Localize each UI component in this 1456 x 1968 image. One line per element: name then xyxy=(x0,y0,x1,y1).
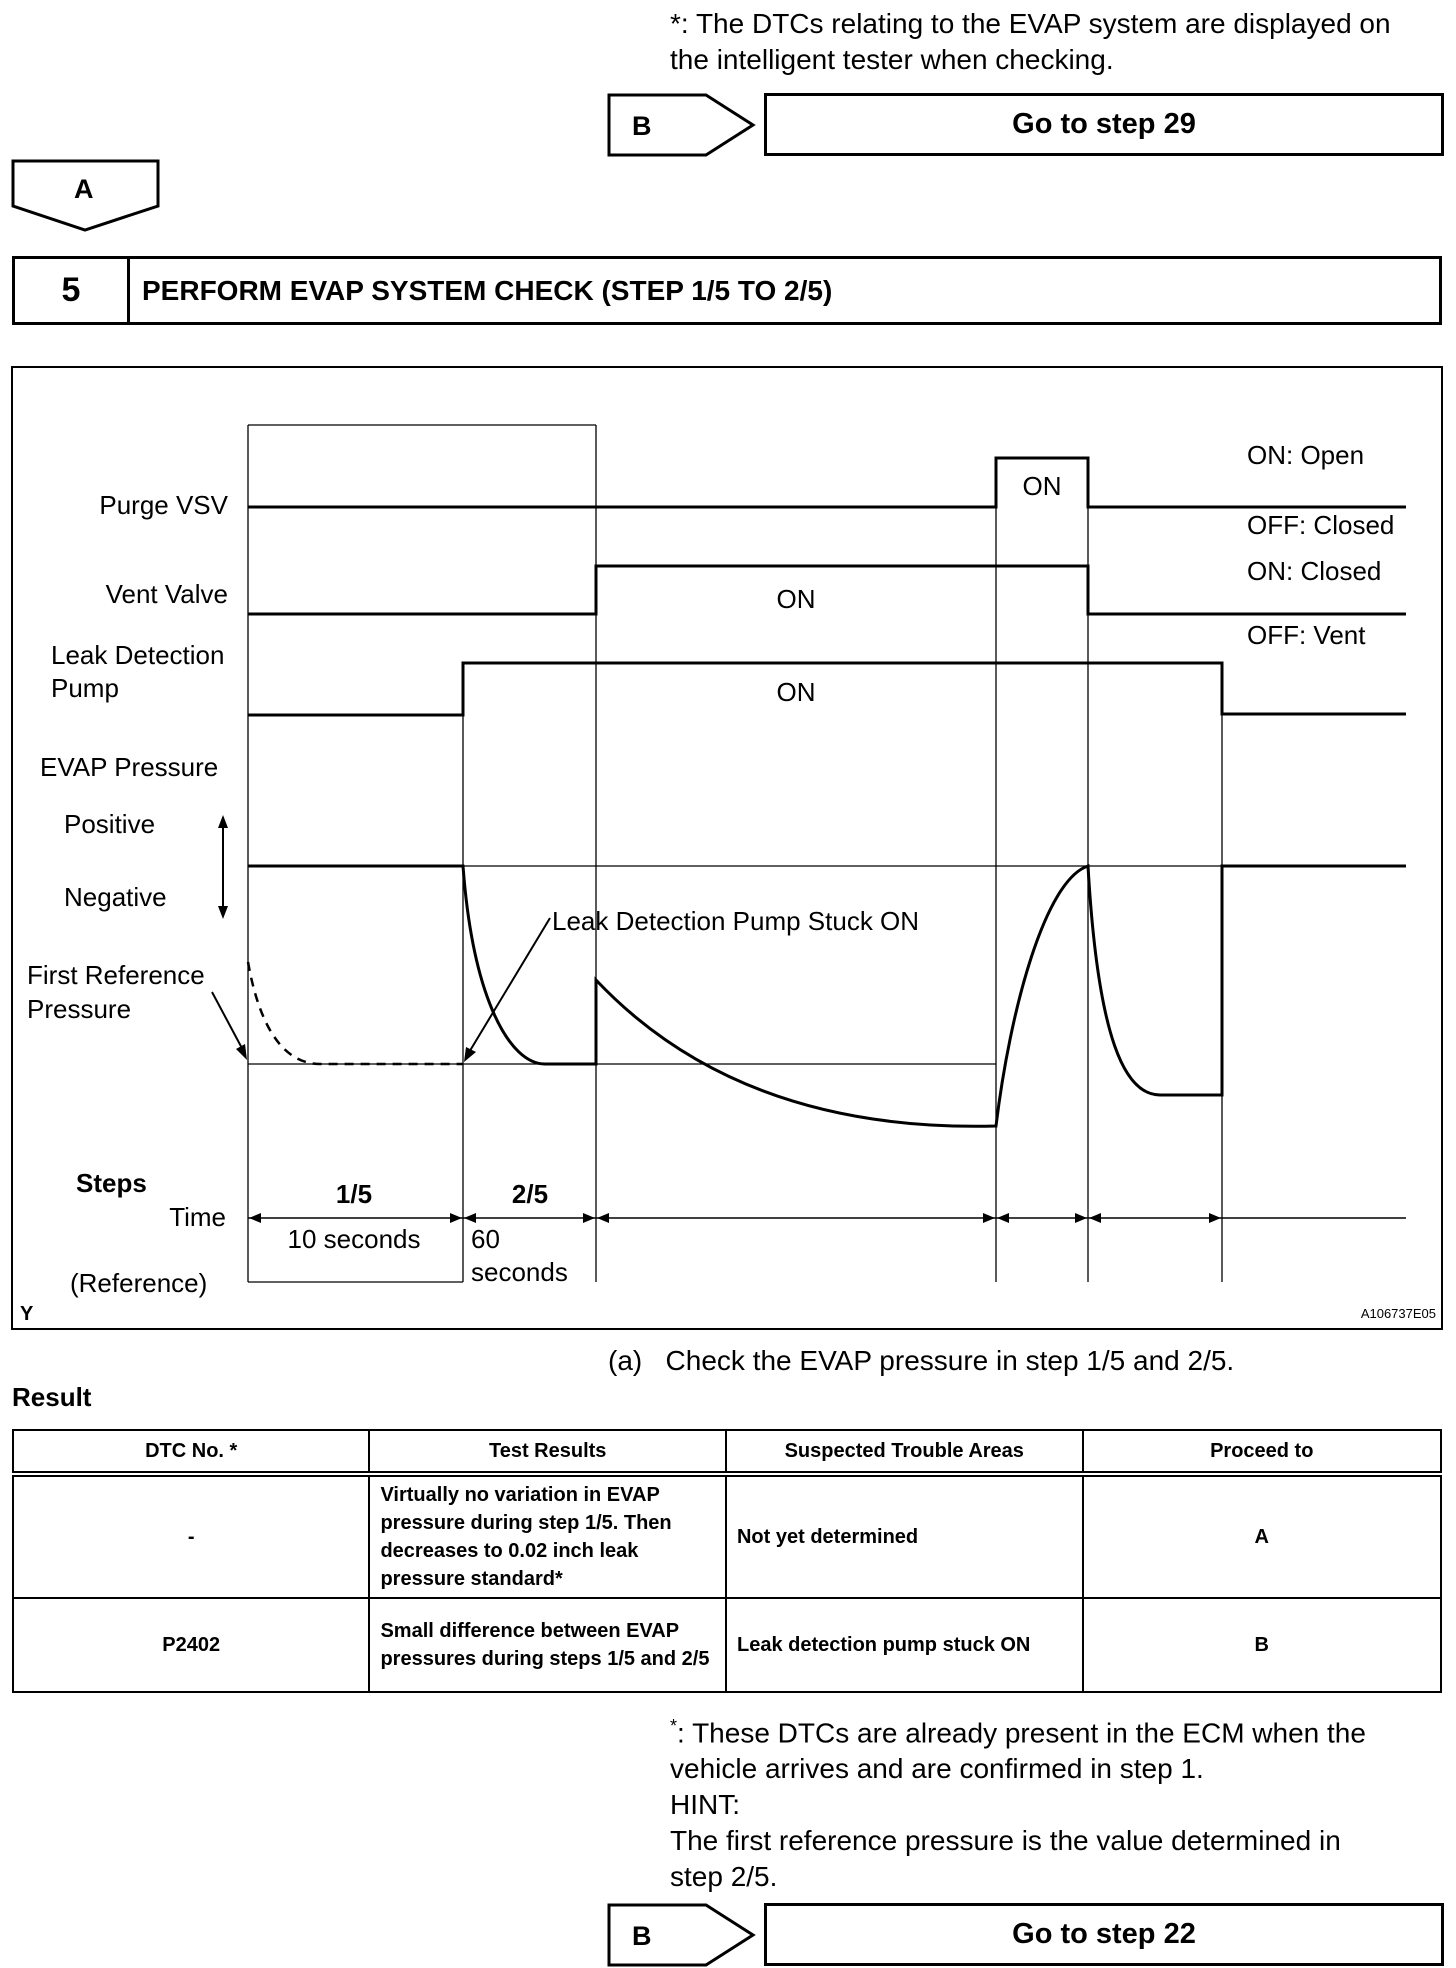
result-heading: Result xyxy=(12,1382,92,1412)
corner-mark: Y xyxy=(20,1303,34,1325)
label-positive: Positive xyxy=(64,809,156,839)
row1-proceed: A xyxy=(1083,1474,1441,1598)
step-header xyxy=(12,256,1442,325)
label-leak-pump-1: Leak Detection xyxy=(51,640,225,670)
hint-line-2: step 2/5. xyxy=(670,1861,778,1893)
branch-b-arrow-bottom xyxy=(606,1902,756,1968)
label-leak-pump-2: Pump xyxy=(51,673,119,703)
label-evap-pressure: EVAP Pressure xyxy=(40,752,219,782)
evap-timing-diagram xyxy=(10,364,1446,1332)
label-purge-vsv: Purge VSV xyxy=(99,490,228,520)
top-note: *: The DTCs relating to the EVAP system are displayed on the intelligent tester when checking. xyxy=(670,8,1391,75)
label-first-reference-1: First Reference xyxy=(27,960,205,990)
branch-a-label: A xyxy=(74,174,94,204)
hint-line-1: The first reference pressure is the value determined in xyxy=(670,1825,1341,1857)
legend-on-open: ON: Open xyxy=(1247,440,1365,470)
branch-b-label-top: B xyxy=(632,111,652,141)
header-dtc: DTC No. * xyxy=(13,1430,369,1474)
row1-dtc: - xyxy=(13,1474,369,1598)
figure-id: A106737E05 xyxy=(1360,1306,1436,1321)
result-table xyxy=(12,1429,1442,1693)
label-vent-valve: Vent Valve xyxy=(105,579,228,609)
time-guides xyxy=(248,425,1222,1282)
legend-off-vent: OFF: Vent xyxy=(1247,620,1366,650)
step-2-label: 2/5 xyxy=(511,1179,549,1209)
pump-on-state: ON xyxy=(776,677,816,707)
branch-b-arrow-top xyxy=(606,92,756,158)
header-proceed-to: Proceed to xyxy=(1083,1430,1441,1474)
row2-area: Leak detection pump stuck ON xyxy=(726,1598,1083,1692)
annotation-pump-stuck-on: Leak Detection Pump Stuck ON xyxy=(552,906,920,936)
table-row xyxy=(13,1474,1441,1598)
row2-result: Small difference between EVAP pressures during steps 1/5 and 2/5 xyxy=(369,1598,726,1692)
legend-off-closed: OFF: Closed xyxy=(1247,510,1395,540)
purge-on-state: ON xyxy=(1022,471,1062,501)
label-time: Time xyxy=(169,1202,226,1232)
step-1-label: 1/5 xyxy=(335,1179,373,1209)
step-2-time-2: seconds xyxy=(471,1257,568,1287)
leak-pump-signal xyxy=(248,663,1406,715)
footnote-line-1: *: These DTCs are already present in the ECM when the xyxy=(670,1716,1366,1749)
label-negative: Negative xyxy=(64,882,167,912)
footnote-star: * xyxy=(670,1716,678,1736)
go-to-step-29-button[interactable]: Go to step 29 xyxy=(764,93,1444,156)
step-title: PERFORM EVAP SYSTEM CHECK (STEP 1/5 TO 2/5) xyxy=(142,274,833,306)
row1-area: Not yet determined xyxy=(726,1474,1083,1598)
table-row xyxy=(13,1598,1441,1692)
step-number: 5 xyxy=(15,259,130,322)
step-2-time-1: 60 xyxy=(471,1224,500,1254)
row2-dtc: P2402 xyxy=(13,1598,369,1692)
footnote-line-2: vehicle arrives and are confirmed in step 1. xyxy=(670,1753,1204,1785)
label-steps: Steps xyxy=(76,1168,147,1198)
row1-result: Virtually no variation in EVAP pressure during step 1/5. Then decreases to 0.02 inch leak pressure standard* xyxy=(369,1474,726,1598)
go-to-step-22-button[interactable]: Go to step 22 xyxy=(764,1903,1444,1966)
branch-a-arrow xyxy=(10,158,162,234)
vent-on-state: ON xyxy=(776,584,816,614)
legend-on-closed: ON: Closed xyxy=(1247,556,1382,586)
purge-vsv-signal xyxy=(248,458,1406,507)
instruction-text: (a) Check the EVAP pressure in step 1/5 and 2/5. xyxy=(608,1345,1235,1376)
header-suspected-areas: Suspected Trouble Areas xyxy=(726,1430,1083,1474)
table-header-row xyxy=(13,1430,1441,1474)
label-reference: (Reference) xyxy=(70,1268,208,1298)
hint-label: HINT: xyxy=(670,1789,740,1821)
header-test-results: Test Results xyxy=(369,1430,726,1474)
branch-b-label-bottom: B xyxy=(632,1921,652,1951)
stuck-on-dashed-curve xyxy=(248,962,463,1064)
vent-valve-signal xyxy=(248,566,1406,614)
step-1-time: 10 seconds xyxy=(287,1224,421,1254)
row2-proceed: B xyxy=(1083,1598,1441,1692)
footnote xyxy=(670,1708,1450,1895)
label-first-reference-2: Pressure xyxy=(27,994,132,1024)
